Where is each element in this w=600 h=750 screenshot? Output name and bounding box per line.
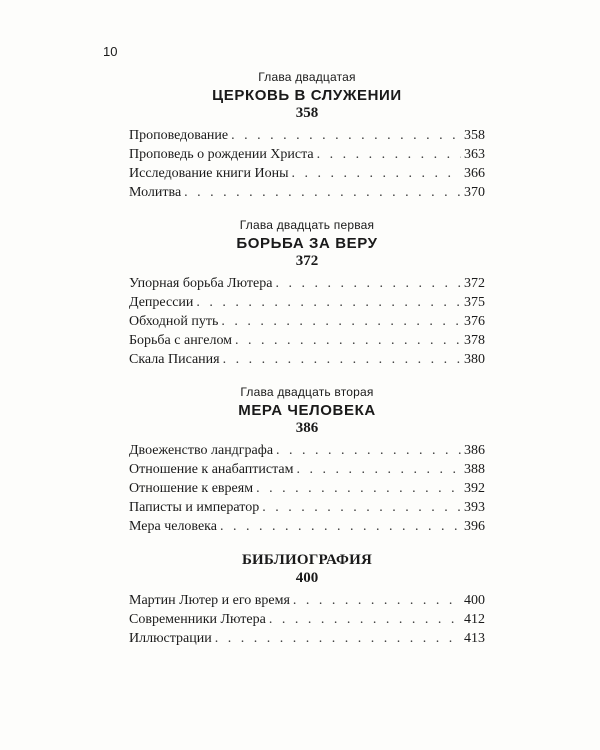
dot-leader xyxy=(256,479,461,498)
chapter-page: 372 xyxy=(295,253,319,269)
toc-entry xyxy=(129,517,485,536)
entry-title: Двоеженство ландграфа xyxy=(129,443,274,458)
chapter-label: Глава двадцать первая xyxy=(239,218,375,232)
entry-title: Обходной путь xyxy=(129,314,219,329)
entry-page: 400 xyxy=(464,593,485,608)
dot-leader xyxy=(276,441,461,460)
chapter-20 xyxy=(129,70,485,202)
dot-leader xyxy=(221,312,461,331)
toc-entry xyxy=(129,441,485,460)
chapter-title: МЕРА ЧЕЛОВЕКА xyxy=(238,402,376,419)
entry-page: 388 xyxy=(464,462,485,477)
dot-leader xyxy=(293,591,461,610)
entry-title: Мера человека xyxy=(129,519,217,534)
entry-page: 380 xyxy=(464,352,485,367)
dot-leader xyxy=(220,517,461,536)
entry-title: Проповедь о рождении Христа xyxy=(129,147,314,162)
entry-title: Депрессии xyxy=(129,295,194,310)
entry-title: Мартин Лютер и его время xyxy=(129,593,290,608)
dot-leader xyxy=(317,145,461,164)
toc-entry xyxy=(129,350,485,369)
toc-entry xyxy=(129,293,485,312)
entry-page: 375 xyxy=(464,295,485,310)
dot-leader xyxy=(184,183,461,202)
entry-title: Иллюстрации xyxy=(129,631,212,646)
entry-title: Скала Писания xyxy=(129,352,220,367)
entry-title: Современники Лютера xyxy=(129,612,266,627)
toc-entry xyxy=(129,183,485,202)
toc-entry xyxy=(129,479,485,498)
toc-entry xyxy=(129,331,485,350)
toc-entry xyxy=(129,498,485,517)
entry-title: Борьба с ангелом xyxy=(129,333,233,348)
dot-leader xyxy=(231,126,461,145)
dot-leader xyxy=(215,629,461,648)
entry-page: 372 xyxy=(464,276,485,291)
chapter-title: ЦЕРКОВЬ В СЛУЖЕНИИ xyxy=(212,87,402,104)
bibliography-page: 400 xyxy=(295,570,319,586)
entry-page: 413 xyxy=(464,631,485,646)
toc-entry xyxy=(129,591,485,610)
table-of-contents xyxy=(129,70,485,664)
entry-title: Отношение к евреям xyxy=(129,481,254,496)
entry-page: 366 xyxy=(464,166,485,181)
entry-page: 363 xyxy=(464,147,485,162)
entry-page: 386 xyxy=(464,443,485,458)
dot-leader xyxy=(196,293,461,312)
bibliography xyxy=(129,552,485,648)
dot-leader xyxy=(269,610,461,629)
dot-leader xyxy=(296,460,461,479)
entry-page: 396 xyxy=(464,519,485,534)
toc-entry xyxy=(129,274,485,293)
entry-title: Исследование книги Ионы xyxy=(129,166,289,181)
toc-entry xyxy=(129,610,485,629)
entry-title: Паписты и император xyxy=(129,500,260,515)
entry-page: 370 xyxy=(464,185,485,200)
dot-leader xyxy=(223,350,461,369)
toc-entry xyxy=(129,312,485,331)
entry-title: Упорная борьба Лютера xyxy=(129,276,273,291)
toc-entry xyxy=(129,629,485,648)
toc-entry xyxy=(129,460,485,479)
dot-leader xyxy=(235,331,461,350)
entry-page: 412 xyxy=(464,612,485,627)
entry-page: 378 xyxy=(464,333,485,348)
chapter-title: БОРЬБА ЗА ВЕРУ xyxy=(236,235,378,252)
entry-title: Молитва xyxy=(129,185,182,200)
chapter-21 xyxy=(129,218,485,369)
dot-leader xyxy=(275,274,461,293)
page-number: 10 xyxy=(103,44,118,59)
entry-page: 393 xyxy=(464,500,485,515)
dot-leader xyxy=(292,164,461,183)
chapter-label: Глава двадцать вторая xyxy=(240,385,374,399)
entry-page: 392 xyxy=(464,481,485,496)
entry-title: Отношение к анабаптистам xyxy=(129,462,294,477)
entry-page: 376 xyxy=(464,314,485,329)
toc-entry xyxy=(129,164,485,183)
entry-title: Проповедование xyxy=(129,128,229,143)
entry-page: 358 xyxy=(464,128,485,143)
chapter-page: 386 xyxy=(295,420,319,436)
chapter-page: 358 xyxy=(295,105,319,121)
chapter-22 xyxy=(129,385,485,536)
toc-entry xyxy=(129,126,485,145)
bibliography-title: БИБЛИОГРАФИЯ xyxy=(241,552,373,568)
chapter-label: Глава двадцатая xyxy=(258,70,356,84)
dot-leader xyxy=(262,498,461,517)
toc-entry xyxy=(129,145,485,164)
